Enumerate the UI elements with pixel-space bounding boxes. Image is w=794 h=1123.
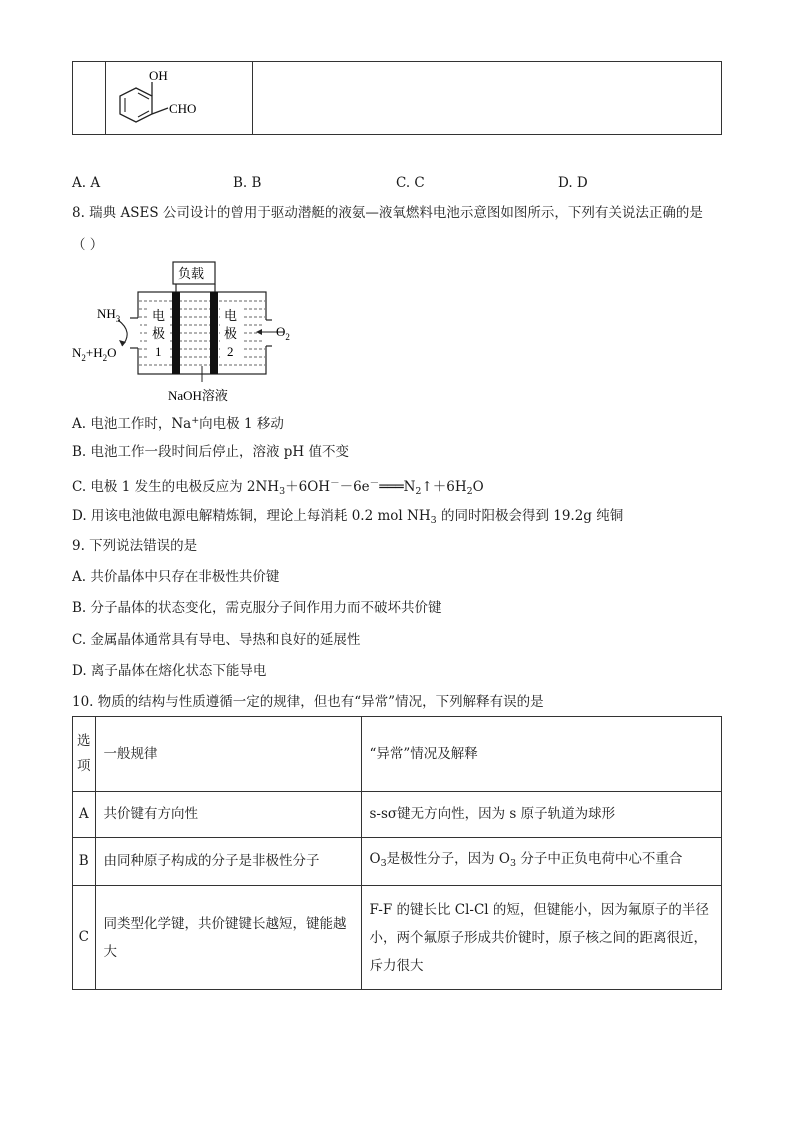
q10-row-b-option: B	[73, 838, 96, 886]
q8-stem-line2: （ ）	[72, 237, 104, 253]
q10-row-a	[73, 792, 722, 838]
electrode2-char2: 极	[224, 327, 238, 342]
cho-label: CHO	[169, 101, 197, 116]
q10-header-option: 选项	[73, 717, 96, 792]
q9-option-b: B. 分子晶体的状态变化，需克服分子间作用力而不破坏共价键	[72, 600, 442, 616]
nh3-label: $NH_3$	[97, 306, 121, 324]
electrode1-char1: 电	[152, 309, 166, 324]
q8-option-a: A. 电池工作时，Na+向电极 1 移动	[72, 415, 284, 432]
q7-option-b: B. B	[233, 175, 262, 191]
top-table-option-cell	[73, 62, 106, 135]
fuel-cell-diagram	[70, 258, 310, 408]
q10-row-c-explanation: F-F 的键长比 Cl-Cl 的短，但键能小，因为氟原子的半径小，两个氟原子形成共价键时，原子核之间的距离很近，斥力很大	[361, 886, 722, 990]
q10-row-a-option: A	[73, 792, 96, 838]
q10-row-c-rule: 同类型化学键，共价键键长越短，键能越大	[95, 886, 361, 990]
q7-option-a: A. A	[72, 175, 101, 191]
q9-stem: 9. 下列说法错误的是	[72, 538, 198, 554]
naoh-label: NaOH溶液	[168, 388, 228, 403]
q9-option-a: A. 共价晶体中只存在非极性共价键	[72, 569, 280, 585]
q10-header-explanation: “异常”情况及解释	[361, 717, 722, 792]
q10-row-a-explanation: s-sσ键无方向性，因为 s 原子轨道为球形	[361, 792, 722, 838]
q8-option-c: C. 电极 1 发生的电极反应为 $2NH_3+6OH^--6e^-═══N_2↑+6H_2O$	[72, 478, 484, 497]
q9-option-d: D. 离子晶体在熔化状态下能导电	[72, 663, 267, 679]
top-table-structure-cell	[106, 62, 253, 135]
electrode1-char2: 极	[152, 327, 166, 342]
q8-option-d: D. 用该电池做电源电解精炼铜，理论上每消耗 0.2 mol $NH_3$ 的同时阳极会得到 19.2g 纯铜	[72, 508, 624, 526]
q10-stem: 10. 物质的结构与性质遵循一定的规律，但也有“异常”情况，下列解释有误的是	[72, 694, 544, 710]
q10-row-a-rule: 共价键有方向性	[95, 792, 361, 838]
q10-header-rule: 一般规律	[95, 717, 361, 792]
electrode1-char3: 1	[155, 344, 162, 359]
q10-row-b-rule: 由同种原子构成的分子是非极性分子	[95, 838, 361, 886]
electrode2-char1: 电	[224, 309, 238, 324]
q10-row-b-explanation: $O_3$是极性分子，因为 $O_3$ 分子中正负电荷中心不重合	[361, 838, 722, 886]
q10-table	[72, 716, 722, 990]
q10-row-b	[73, 838, 722, 886]
top-table-explanation-cell	[253, 62, 722, 135]
q10-row-c-option: C	[73, 886, 96, 990]
n2-h2o-label: $N_2+H_2O$	[72, 345, 117, 363]
q7-option-c: C. C	[396, 175, 425, 191]
load-label: 负载	[178, 267, 205, 282]
salicylaldehyde-structure	[106, 62, 252, 134]
top-table	[72, 61, 722, 135]
electrode2-char3: 2	[227, 344, 234, 359]
q9-option-c: C. 金属晶体通常具有导电、导热和良好的延展性	[72, 632, 361, 648]
q8-option-b: B. 电池工作一段时间后停止，溶液 pH 值不变	[72, 444, 349, 460]
q10-row-c	[73, 886, 722, 990]
q10-header-row	[73, 717, 722, 792]
q8-stem-line1: 8. 瑞典 ASES 公司设计的曾用于驱动潜艇的液氨—液氧燃料电池示意图如图所示，下列有关说法正确的是	[72, 205, 703, 221]
q7-option-d: D. D	[558, 175, 588, 191]
oh-label: OH	[149, 68, 168, 83]
o2-label: $O_2$	[276, 324, 290, 342]
